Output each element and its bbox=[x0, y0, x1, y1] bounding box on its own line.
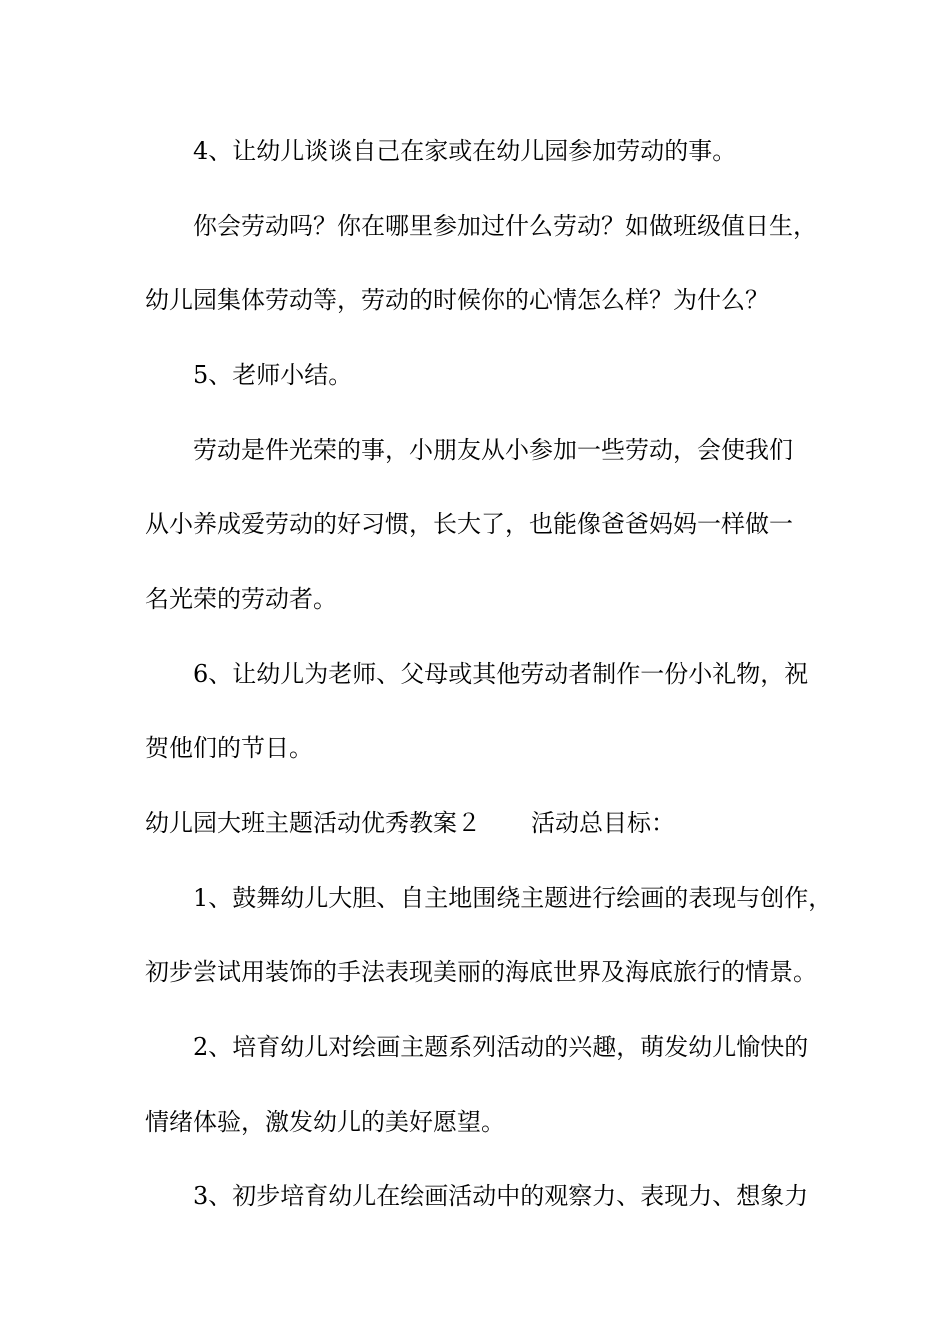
paragraph-line: 3、初步培育幼儿在绘画活动中的观察力、表现力、想象力 bbox=[193, 1182, 809, 1210]
paragraph-line: 6、让幼儿为老师、父母或其他劳动者制作一份小礼物，祝 bbox=[193, 660, 809, 688]
paragraph-line: 初步尝试用装饰的手法表现美丽的海底世界及海底旅行的情景。 bbox=[145, 958, 817, 986]
paragraph-line: 幼儿园集体劳动等，劳动的时候你的心情怎么样？为什么？ bbox=[145, 286, 769, 314]
paragraph-line: 劳动是件光荣的事，小朋友从小参加一些劳动，会使我们 bbox=[193, 436, 793, 464]
section-title: 幼儿园大班主题活动优秀教案２ bbox=[145, 809, 481, 837]
paragraph-line: 你会劳动吗？你在哪里参加过什么劳动？如做班级值日生， bbox=[193, 212, 817, 240]
paragraph-line: 4、让幼儿谈谈自己在家或在幼儿园参加劳动的事。 bbox=[193, 137, 737, 165]
paragraph-line: 情绪体验，激发幼儿的美好愿望。 bbox=[145, 1108, 505, 1136]
paragraph-line: 名光荣的劳动者。 bbox=[145, 585, 337, 613]
paragraph-line: 贺他们的节日。 bbox=[145, 734, 313, 762]
paragraph-line: 2、培育幼儿对绘画主题系列活动的兴趣，萌发幼儿愉快的 bbox=[193, 1033, 809, 1061]
paragraph-line: 从小养成爱劳动的好习惯，长大了，也能像爸爸妈妈一样做一 bbox=[145, 510, 793, 538]
section-heading bbox=[145, 807, 675, 839]
paragraph-line: 5、老师小结。 bbox=[193, 361, 353, 389]
section-subtitle: 活动总目标： bbox=[531, 809, 675, 837]
paragraph-line: 1、鼓舞幼儿大胆、自主地围绕主题进行绘画的表现与创作， bbox=[193, 884, 833, 912]
